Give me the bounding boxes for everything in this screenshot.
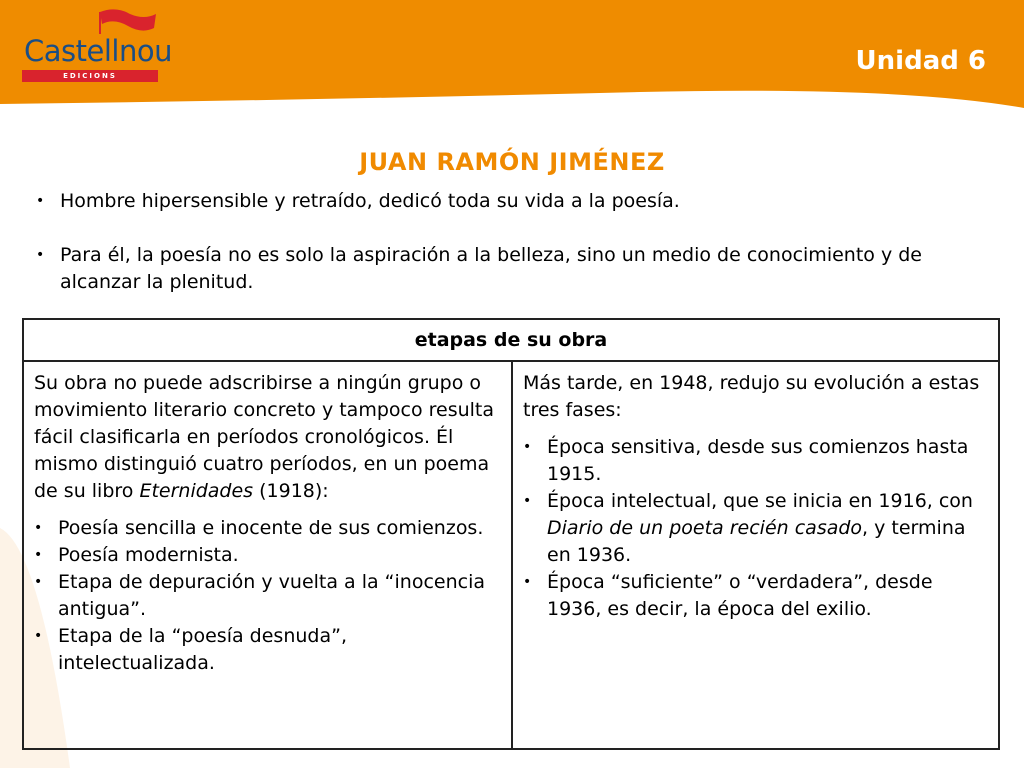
intro-list: [36, 188, 996, 296]
list-item: [523, 434, 988, 488]
table-header-row: [23, 319, 999, 361]
stages-table: [22, 318, 1000, 750]
list-item-text: Poesía sencilla e inocente de sus comienzos.: [58, 517, 484, 539]
left-cell: [23, 361, 512, 749]
list-item: [34, 515, 501, 542]
list-item: [523, 488, 988, 569]
list-item-text: Etapa de la “poesía desnuda”, intelectualizada.: [58, 625, 347, 674]
bullet: •: [523, 493, 532, 509]
list-item-text: Época sensitiva, desde sus comienzos hasta 1915.: [547, 436, 969, 485]
bullet: •: [36, 247, 45, 263]
list-item-text: Época “suficiente” o “verdadera”, desde 1936, es decir, la época del exilio.: [547, 571, 933, 620]
list-item: [34, 569, 501, 623]
page-title: JUAN RAMÓN JIMÉNEZ: [359, 148, 665, 176]
bullet: •: [34, 520, 43, 536]
book-title: Eternidades: [139, 480, 254, 502]
table-header: etapas de su obra: [23, 319, 999, 361]
logo-name: Castellnou: [24, 34, 172, 68]
bullet: •: [36, 193, 45, 209]
list-item-text-end: , y termina en 1936.: [547, 517, 966, 566]
right-cell: [512, 361, 999, 749]
left-intro: [34, 370, 501, 505]
right-list: [523, 434, 988, 623]
list-item: [34, 542, 501, 569]
list-item: [34, 623, 501, 677]
bullet: •: [34, 547, 43, 563]
bullet: •: [34, 628, 43, 644]
left-intro-text: Su obra no puede adscribirse a ningún grupo o movimiento literario concreto y tampoco resulta fácil clasificarla en períodos cronológicos. Él mismo distinguió cuatro períodos, en un poema de su libro: [34, 372, 495, 502]
right-intro: Más tarde, en 1948, redujo su evolución a estas tres fases:: [523, 372, 980, 421]
left-list: [34, 515, 501, 677]
left-intro-year: (1918):: [253, 480, 329, 502]
bullet: •: [523, 439, 532, 455]
list-item-text: Poesía modernista.: [58, 544, 239, 566]
publisher-logo: [22, 8, 172, 80]
table-row: [23, 361, 999, 749]
list-item: [523, 569, 988, 623]
intro-text: Hombre hipersensible y retraído, dedicó toda su vida a la poesía.: [60, 190, 680, 212]
intro-item: [36, 188, 996, 215]
unit-label: Unidad 6: [855, 46, 986, 76]
book-title: Diario de un poeta recién casado: [547, 517, 863, 539]
flag-icon: [96, 8, 160, 34]
intro-item: [36, 242, 996, 296]
bullet: •: [523, 574, 532, 590]
list-item-text: Etapa de depuración y vuelta a la “inocencia antigua”.: [58, 571, 486, 620]
intro-text: Para él, la poesía no es solo la aspiración a la belleza, sino un medio de conocimiento y de alcanzar la plenitud.: [60, 244, 922, 293]
logo-subtitle: EDICIONS: [22, 70, 158, 82]
bullet: •: [34, 574, 43, 590]
list-item-text: Época intelectual, que se inicia en 1916, con: [547, 490, 973, 512]
